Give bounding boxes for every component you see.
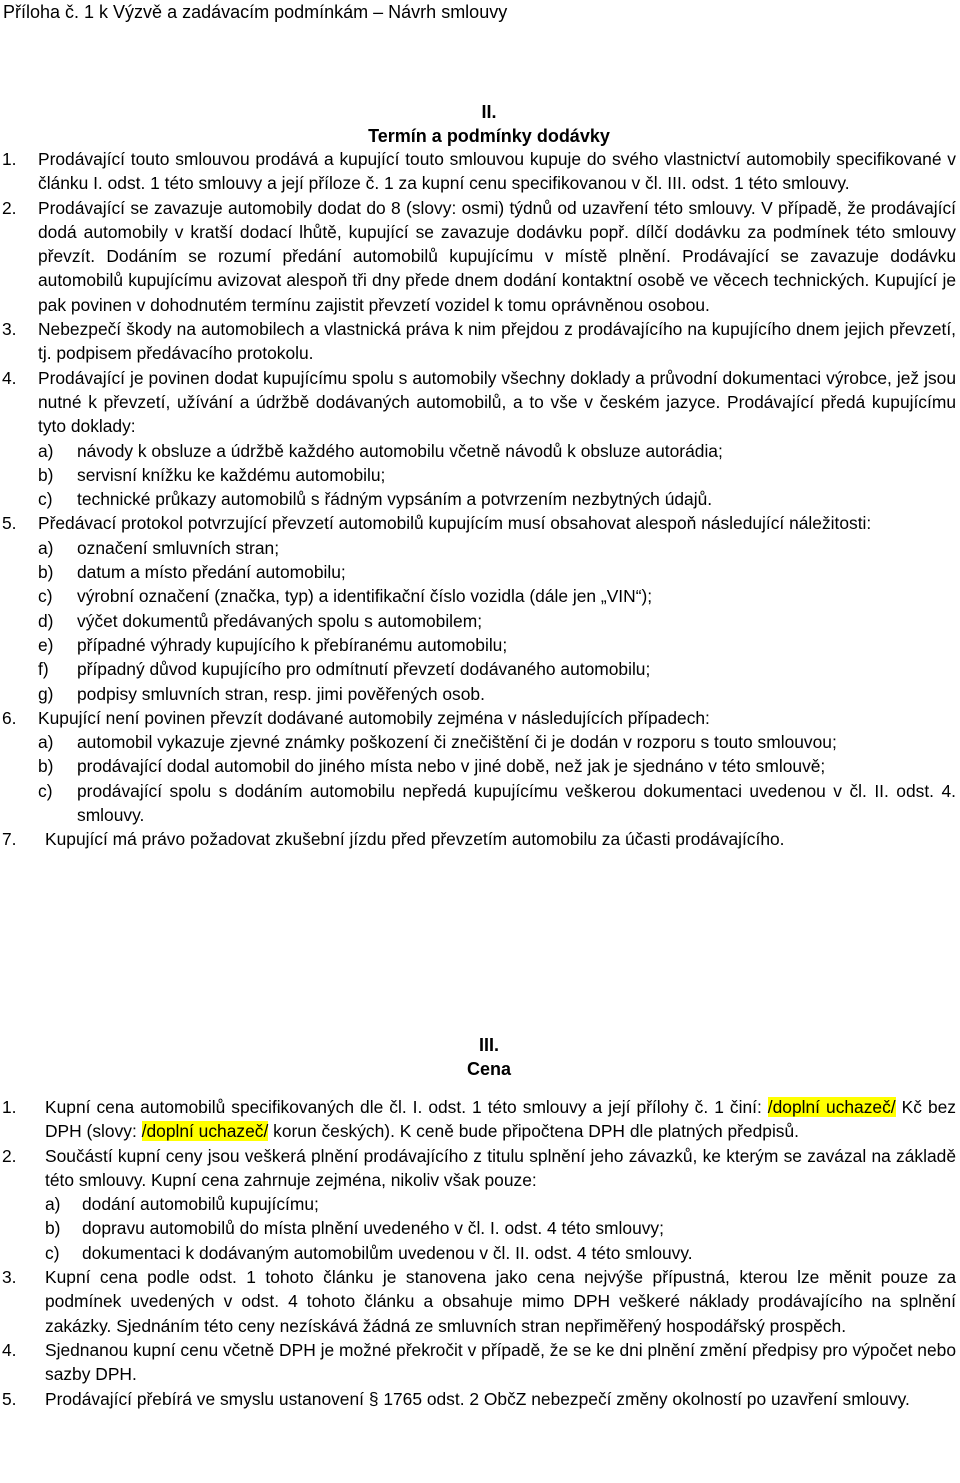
list-letter: c): [38, 489, 53, 510]
clause-2-6: [0, 706, 960, 730]
list-text: návody k obsluze a údržbě každého automobilu včetně návodů k obsluze autorádia;: [77, 440, 723, 461]
clause-3-3: [0, 1265, 960, 1338]
clause-text-part: korun českých). K ceně bude připočtena DPH dle platných předpisů.: [268, 1121, 800, 1142]
list-item: [0, 657, 960, 681]
clause-number: 3.: [2, 319, 17, 340]
clause-text: Prodávající přebírá ve smyslu ustanovení § 1765 odst. 2 ObčZ nebezpečí změny okolností po uzavření smlouvy.: [45, 1388, 910, 1409]
clause-text: Předávací protokol potvrzující převzetí automobilů kupujícím musí obsahovat alespoň následující náležitosti:: [38, 513, 872, 534]
fill-in-placeholder: /doplní uchazeč/: [767, 1097, 896, 1117]
clause-number: 3.: [2, 1267, 17, 1288]
list-text: výčet dokumentů předávaných spolu s automobilem;: [77, 610, 483, 631]
clause-number: 1.: [2, 149, 17, 169]
section-3-body: [0, 1095, 960, 1411]
list-letter: b): [45, 1218, 61, 1239]
clause-number: 1.: [2, 1097, 17, 1117]
section-3-heading: [0, 1033, 960, 1081]
clause-2-7: [0, 827, 960, 851]
list-item: [0, 1241, 960, 1265]
list-text: označení smluvních stran;: [77, 537, 280, 558]
clause-text-part: Kupní cena automobilů specifikovaných dle čl. I. odst. 1 této smlouvy a její přílohy č. 1 činí:: [45, 1097, 762, 1117]
clause-text: Kupní cena podle odst. 1 tohoto článku je stanovena jako cena nejvýše přípustná, kterou lze měnit pouze za podmínek uvedených v odst. 4 tohoto článku a obsahuje mimo DPH veškeré náklady prodávajícího na splnění zakázky. Sjednáním této ceny nezískává žádná ze smluvních stran nepřiměřený hospodářský prospěch.: [45, 1267, 956, 1336]
clause-2-1: [0, 147, 960, 196]
clause-2-3: [0, 317, 960, 366]
clause-text: Kupující má právo požadovat zkušební jízdu před převzetím automobilu za účasti prodávajícího.: [45, 829, 785, 850]
section-3-number: III.: [478, 1035, 499, 1055]
list-text: dopravu automobilů do místa plnění uvedeného v čl. I. odst. 4 této smlouvy;: [82, 1218, 664, 1239]
list-item: [0, 463, 960, 487]
list-text: servisní knížku ke každému automobilu;: [77, 464, 386, 485]
clause-text: Nebezpečí škody na automobilech a vlastnická práva k nim přejdou z prodávajícího na kupujícího dnem jejich převzetí, tj. podpisem předávacího protokolu.: [38, 319, 956, 364]
clause-number: 4.: [2, 1339, 17, 1360]
list-letter: b): [38, 464, 54, 485]
list-item: [0, 536, 960, 560]
document-header: Příloha č. 1 k Výzvě a zadávacím podmínkám – Návrh smlouvy: [3, 2, 508, 22]
section-2-number: II.: [481, 102, 497, 122]
clause-number: 7.: [2, 829, 17, 850]
list-letter: d): [38, 610, 54, 631]
list-letter: b): [38, 756, 54, 777]
clause-text: Prodávající se zavazuje automobily dodat do 8 (slovy: osmi) týdnů od uzavření této smlouvy. V případě, že prodávající dodá automobily v kratší dodací lhůtě, kupující se zavazuje dodávku popř. dílčí dodávku za podmínek této smlouvy převzít. Dodáním se rozumí předání automobilů kupujícímu v místě plnění. Prodávající se zavazuje dodávku automobilů kupujícímu avizovat alespoň tři dny přede dnem dodání kontaktní osobě ve věcech technických. Kupující je pak povinen v dohodnutém termínu zajistit převzetí vozidel k tomu oprávněnou osobou.: [38, 197, 956, 315]
clause-number: 4.: [2, 367, 17, 388]
list-text: datum a místo předání automobilu;: [77, 562, 346, 583]
list-text: podpisy smluvních stran, resp. jimi pověřených osob.: [77, 683, 485, 704]
list-text: případné výhrady kupujícího k přebíranému automobilu;: [77, 634, 508, 655]
clause-text: Prodávající touto smlouvou prodává a kupující touto smlouvou kupuje do svého vlastnictví automobily specifikované v článku I. odst. 1 této smlouvy a její příloze č. 1 za kupní cenu specifikovanou v čl. III. odst. 1 této smlouvy.: [38, 149, 956, 194]
list-item: [0, 682, 960, 706]
clause-text: Součástí kupní ceny jsou veškerá plnění prodávajícího z titulu splnění jeho závazků, ke kterým se zavázal na základě této smlouvy. Kupní cena zahrnuje zejména, nikoliv však pouze:: [45, 1145, 956, 1190]
fill-in-placeholder: /doplní uchazeč/: [141, 1121, 269, 1142]
list-item: [0, 560, 960, 584]
clause-3-4: [0, 1338, 960, 1387]
list-letter: c): [38, 780, 53, 801]
list-item: [0, 439, 960, 463]
list-item: [0, 754, 960, 778]
list-text: automobil vykazuje zjevné známky poškození či znečištění či je dodán v rozporu s touto smlouvou;: [77, 732, 837, 753]
list-item: [0, 609, 960, 633]
list-item: [0, 487, 960, 511]
clause-3-5: [0, 1387, 960, 1411]
clause-number: 6.: [2, 707, 17, 728]
list-letter: b): [38, 562, 54, 583]
clause-number: 5.: [2, 513, 17, 534]
list-letter: g): [38, 683, 54, 704]
clause-2-2: [0, 196, 960, 317]
list-letter: a): [45, 1194, 61, 1215]
section-3-title: Cena: [466, 1059, 511, 1079]
list-item: [0, 1192, 960, 1216]
list-item: [0, 779, 960, 828]
clause-3-2: [0, 1144, 960, 1193]
list-text: prodávající spolu s dodáním automobilu nepředá kupujícímu veškerou dokumentaci uvedenou v čl. II. odst. 4. smlouvy.: [77, 780, 956, 826]
list-text: technické průkazy automobilů s řádným vypsáním a potvrzením nezbytných údajů.: [77, 489, 713, 510]
section-2-title: Termín a podmínky dodávky: [368, 126, 610, 146]
list-letter: c): [45, 1242, 60, 1263]
clause-2-5: [0, 511, 960, 535]
clause-text: Sjednanou kupní cenu včetně DPH je možné překročit v případě, že se ke dni plnění změní předpisy pro výpočet nebo sazby DPH.: [45, 1339, 956, 1385]
clause-2-4: [0, 366, 960, 439]
list-letter: f): [38, 659, 49, 680]
list-text: prodávající dodal automobil do jiného místa nebo v jiné době, než jak je sjednáno v této smlouvě;: [77, 756, 826, 777]
list-letter: a): [38, 732, 54, 753]
list-letter: e): [38, 634, 54, 655]
list-item: [0, 1216, 960, 1240]
list-item: [0, 584, 960, 608]
list-text: výrobní označení (značka, typ) a identifikační číslo vozidla (dále jen „VIN“);: [77, 586, 653, 607]
list-item: [0, 633, 960, 657]
list-text: dodání automobilů kupujícímu;: [82, 1194, 319, 1215]
section-2-heading: [0, 100, 960, 148]
list-text: případný důvod kupujícího pro odmítnutí převzetí dodávaného automobilu;: [77, 659, 651, 680]
clause-number: 5.: [2, 1388, 17, 1409]
clause-text-part: Kč bez DPH (slovy:: [45, 1097, 956, 1142]
list-letter: c): [38, 586, 53, 607]
list-letter: a): [38, 440, 54, 461]
list-item: [0, 730, 960, 754]
list-letter: a): [38, 537, 54, 558]
list-text: dokumentaci k dodávaným automobilům uvedenou v čl. II. odst. 4 této smlouvy.: [82, 1242, 693, 1263]
clause-text: Prodávající je povinen dodat kupujícímu spolu s automobily všechny doklady a průvodní dokumentaci výrobce, jež jsou nutné k převzetí, užívání a údržbě dodávaných automobilů, a to vše v českém jazyce. Prodávající předá kupujícímu tyto doklady:: [38, 367, 956, 437]
section-2-body: [0, 147, 960, 852]
clause-text: Kupující není povinen převzít dodávané automobily zejména v následujících případech:: [38, 707, 710, 728]
clause-number: 2.: [2, 1145, 17, 1166]
clause-3-1: [0, 1095, 960, 1144]
clause-number: 2.: [2, 197, 17, 218]
